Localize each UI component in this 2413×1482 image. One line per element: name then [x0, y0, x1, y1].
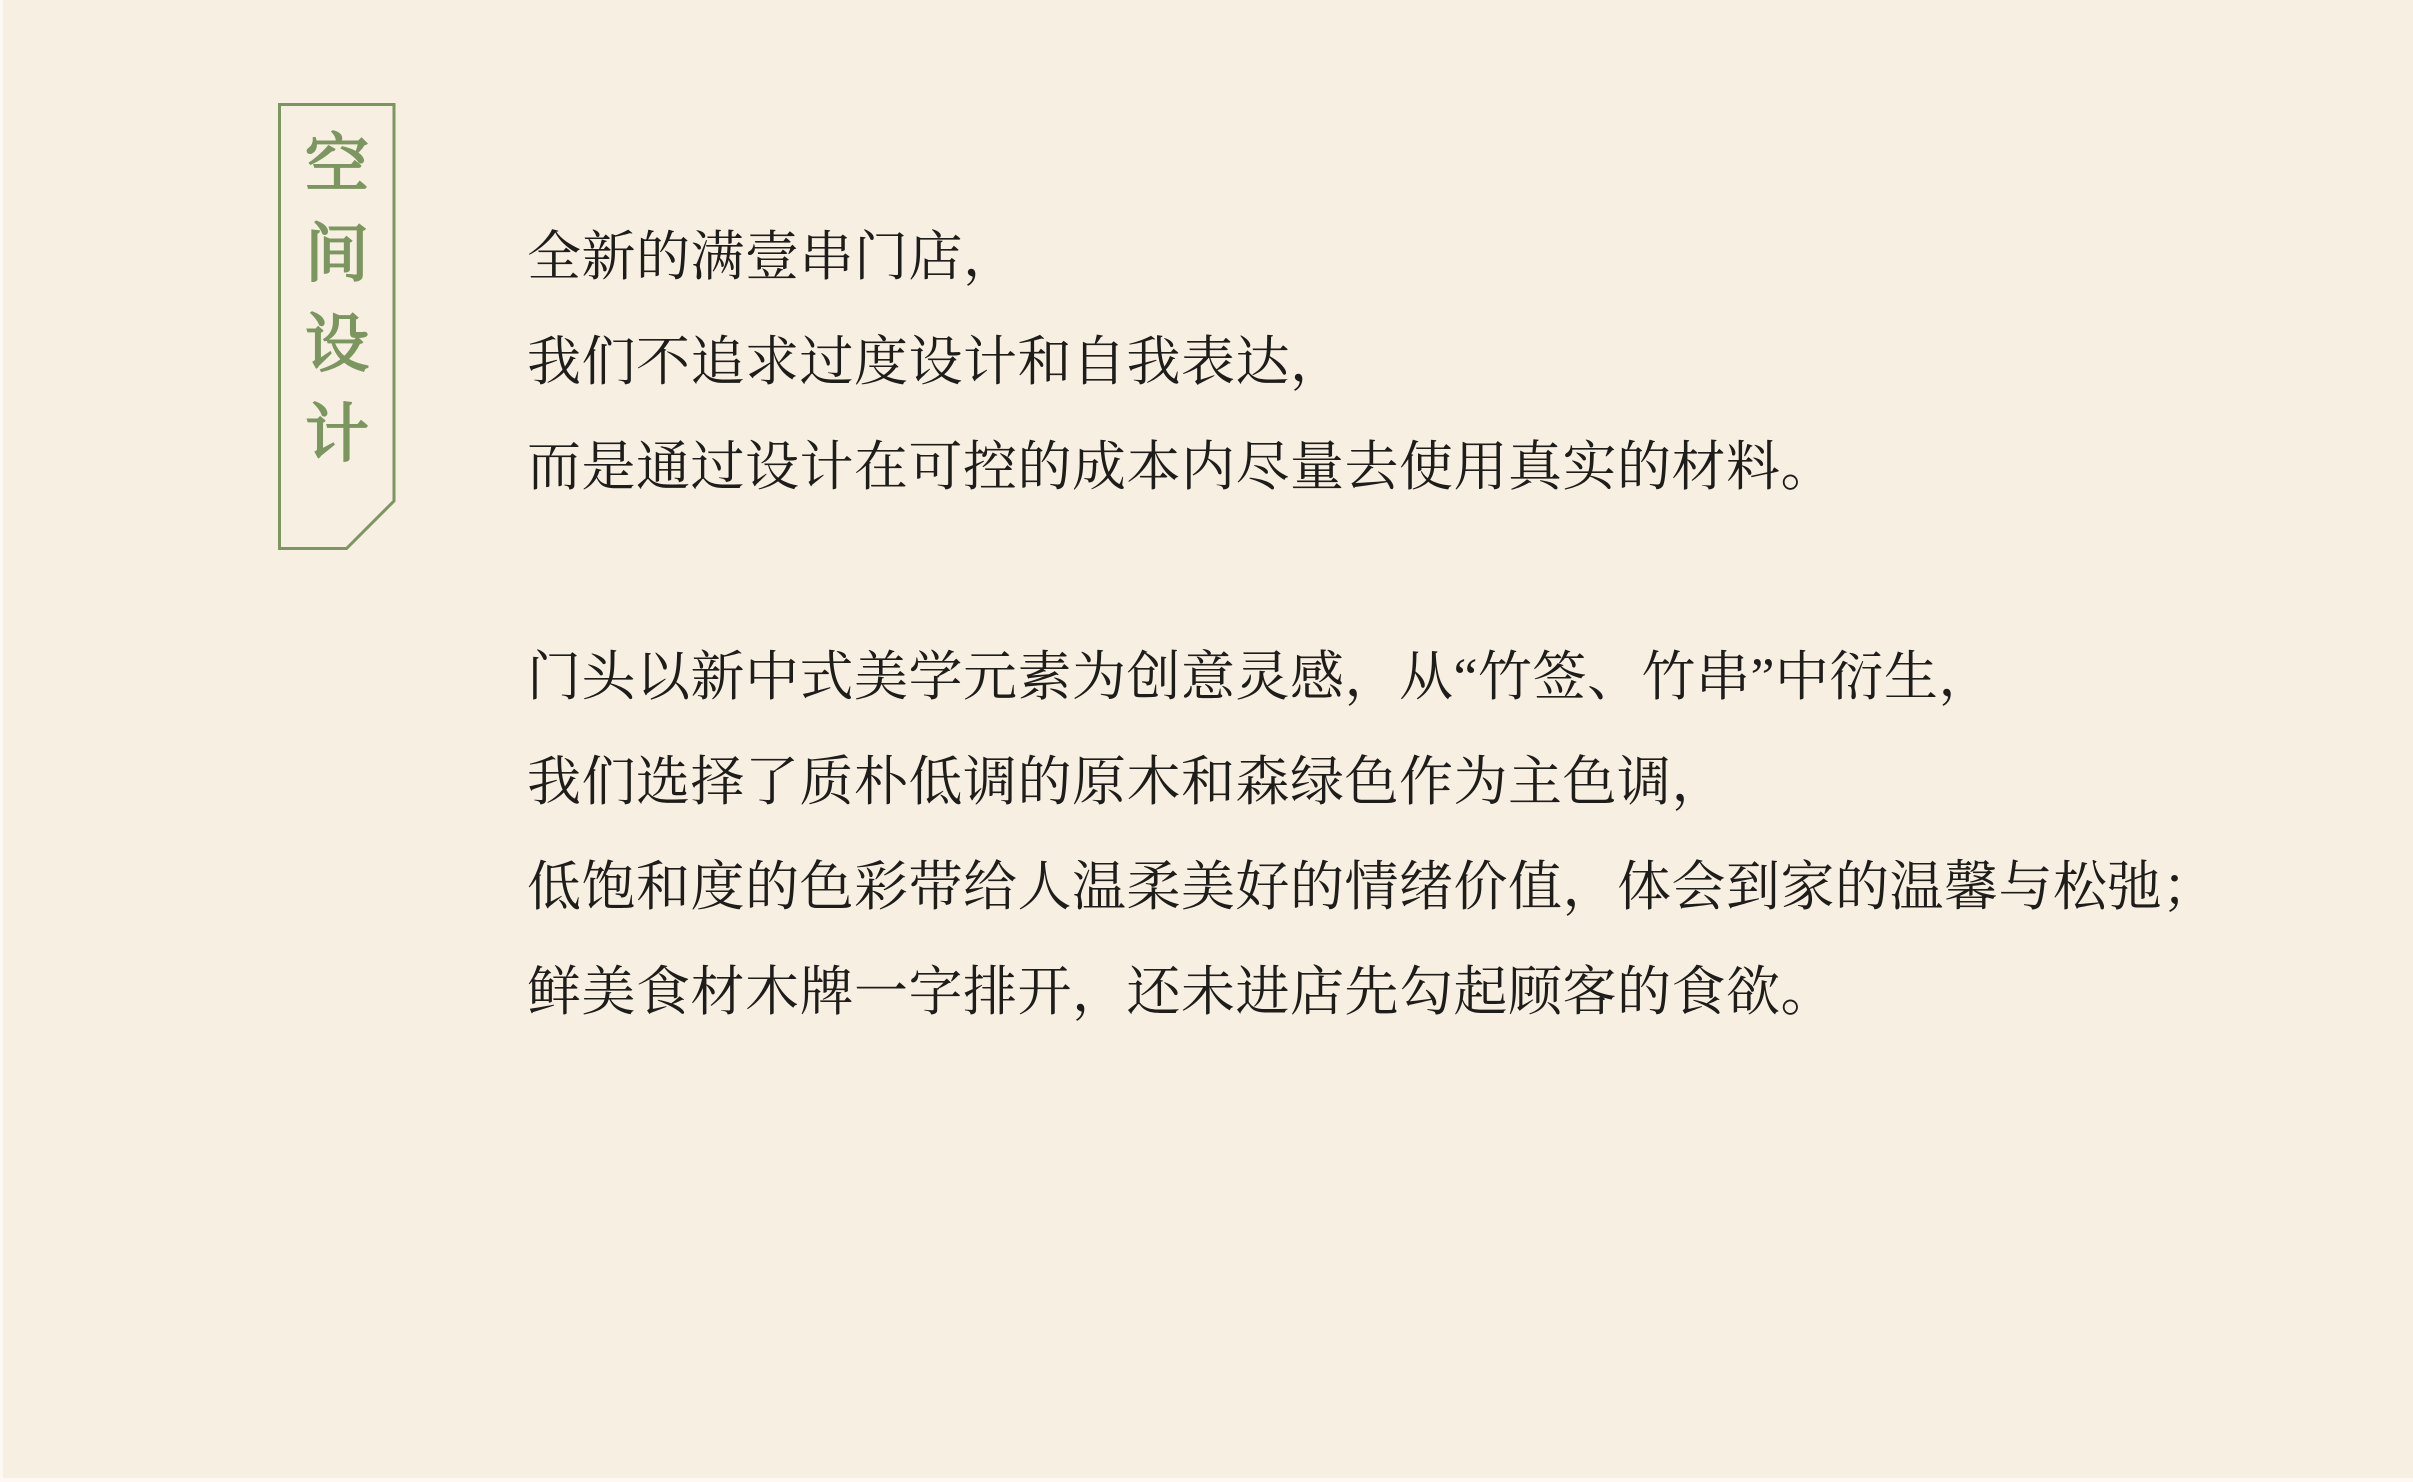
- text-line: 鲜美食材木牌一字排开，还未进店先勾起顾客的食欲。: [527, 962, 1835, 1022]
- slide-bottom-edge: [0, 1478, 2413, 1482]
- section-tag-char: 间: [305, 219, 369, 290]
- text-line: 我们不追求过度设计和自我表达，: [527, 332, 1345, 392]
- section-tag-char: 设: [305, 309, 369, 380]
- text-line: 而是通过设计在可控的成本内尽量去使用真实的材料。: [527, 437, 1835, 497]
- section-tag: [278, 103, 396, 550]
- paragraph-intro: [527, 205, 2327, 520]
- text-line: 门头以新中式美学元素为创意灵感，从“竹签、竹串”中衍生，: [527, 647, 1993, 707]
- slide-left-edge: [0, 0, 3, 1482]
- text-line: 低饱和度的色彩带给人温柔美好的情绪价值，体会到家的温馨与松弛；: [527, 857, 2217, 917]
- text-line: 全新的满壹串门店，: [527, 227, 1018, 287]
- text-line: 我们选择了质朴低调的原木和森绿色作为主色调，: [527, 752, 1726, 812]
- section-tag-char: 空: [305, 129, 369, 200]
- section-tag-title: [278, 103, 396, 470]
- body-text: [527, 205, 2327, 1045]
- section-tag-char: 计: [305, 399, 369, 470]
- paragraph-storefront: [527, 625, 2327, 1045]
